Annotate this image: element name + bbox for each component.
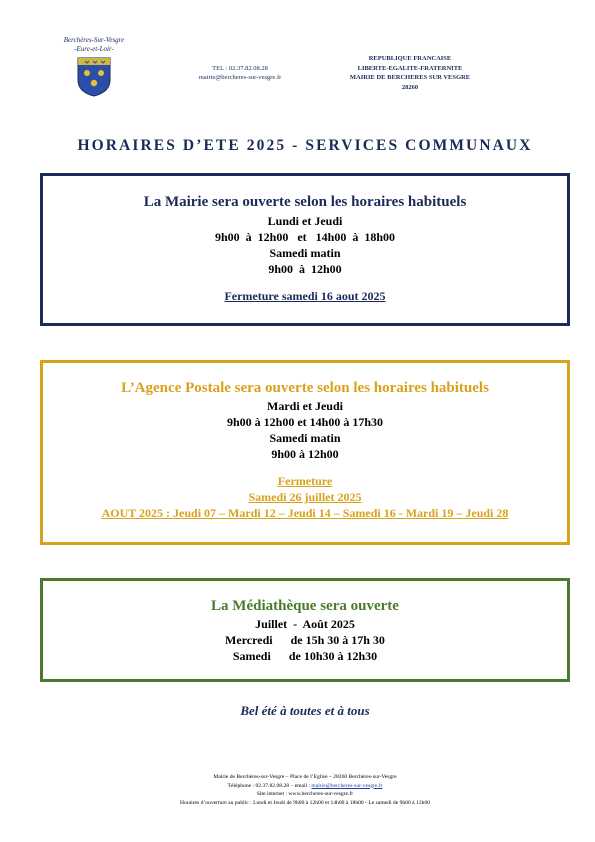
footer [120, 773, 490, 807]
poste-closure-date: Samedi 26 juillet 2025 [248, 490, 362, 504]
poste-closure-august: AOUT 2025 : Jeudi 07 – Mardi 12 – Jeudi 14 – Samedi 16 - Mardi 19 – Jeudi 28 [101, 506, 509, 520]
mairie-line: Samedi matin [269, 246, 341, 260]
motto-line: LIBERTE-EGALITE-FRATERNITE [357, 64, 463, 72]
mairie-hours-box [40, 173, 570, 326]
poste-closure-label: Fermeture [277, 474, 333, 488]
mediatheque-line: Mercredi de 15h 30 à 17h 30 [225, 633, 385, 647]
poste-line: Mardi et Jeudi [267, 399, 343, 413]
mediatheque-line: Juillet - Août 2025 [255, 617, 355, 631]
phone-text: TEL : 02.37.82.08.28 [212, 65, 268, 72]
poste-line: 9h00 à 12h00 et 14h00 à 17h30 [226, 415, 384, 429]
poste-title: L’Agence Postale sera ouverte selon les horaires habituels [121, 380, 489, 396]
republic-block [330, 54, 490, 92]
postcode-line: 28260 [401, 83, 419, 91]
town-name [52, 36, 136, 54]
mairie-line: 9h00 à 12h00 et 14h00 à 18h00 [214, 230, 396, 244]
contact-block [170, 64, 310, 82]
mairie-line: Lundi et Jeudi [267, 214, 343, 228]
page-title: HORAIRES D’ETE 2025 - SERVICES COMMUNAUX [77, 137, 533, 154]
footer-phone-email [120, 782, 490, 791]
mediatheque-title: La Médiathèque sera ouverte [211, 598, 399, 614]
town-name-line1: Berchères-Sur-Vesgre [63, 36, 125, 44]
email-text: mairie@bercheres-sur-vesgre.fr [198, 74, 282, 81]
footer-website: Site internet : www.bercheres-sur-vesgre.fr [256, 791, 354, 798]
mairie-line: 9h00 à 12h00 [268, 262, 342, 276]
greeting-text: Bel été à toutes et à tous [240, 703, 370, 718]
mairie-line: MAIRIE DE BERCHERES SUR VESGRE [349, 74, 471, 81]
footer-phone: Téléphone : 02.37.82.08.28 – email : [227, 782, 312, 789]
coat-of-arms-icon [76, 56, 112, 98]
poste-line: Samedi matin [269, 431, 341, 445]
footer-address: Mairie de Berchères-sur-Vesgre – Place de l’Eglise – 28260 Berchères-sur-Vesgre [213, 774, 397, 780]
republic-line: REPUBLIQUE FRANCAISE [368, 55, 452, 62]
poste-hours-box [40, 360, 570, 545]
mediatheque-line: Samedi de 10h30 à 12h30 [232, 649, 378, 663]
footer-email-link[interactable]: mairie@bercheres-sur-vesgre.fr [311, 782, 383, 789]
town-name-line2: -Eure-et-Loir- [74, 45, 114, 53]
poste-line: 9h00 à 12h00 [271, 447, 339, 461]
mediatheque-hours-box [40, 578, 570, 682]
mairie-title: La Mairie sera ouverte selon les horaires habituels [143, 194, 467, 210]
mairie-closure: Fermeture samedi 16 aout 2025 [224, 289, 386, 303]
footer-hours: Horaires d’ouverture au public : Lundi et Jeudi de 9h00 à 12h00 et 14h00 à 18h00 - Le samedi de 9h00 à 12h00 [179, 799, 431, 806]
